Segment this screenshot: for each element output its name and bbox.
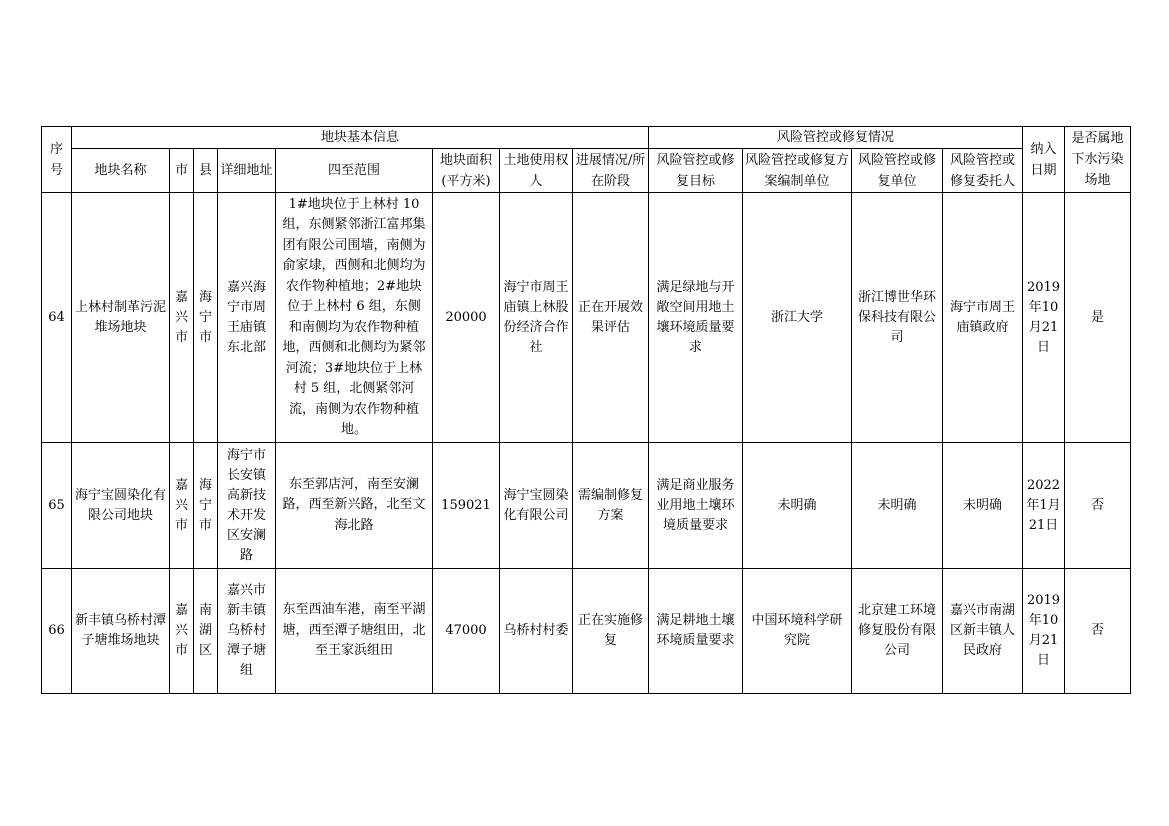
row-address: 嘉兴市新丰镇乌桥村潭子塘组 (218, 569, 276, 694)
row-client: 海宁市周王庙镇政府 (943, 193, 1023, 443)
row-owner: 海宁宝圆染化有限公司 (500, 443, 573, 569)
header-progress: 进展情况/所在阶段 (573, 149, 649, 193)
row-progress: 需编制修复方案 (573, 443, 649, 569)
header-owner: 土地使用权人 (500, 149, 573, 193)
row-plan-unit: 中国环境科学研究院 (743, 569, 852, 694)
row-site-name: 海宁宝圆染化有限公司地块 (72, 443, 170, 569)
row-target: 满足商业服务业用地土壤环境质量要求 (649, 443, 743, 569)
row-site-name: 上林村制革污泥堆场地块 (72, 193, 170, 443)
row-client: 嘉兴市南湖区新丰镇人民政府 (943, 569, 1023, 694)
row-city: 嘉兴市 (170, 569, 194, 694)
row-target: 满足耕地土壤环境质量要求 (649, 569, 743, 694)
table-row (42, 443, 1131, 569)
row-no: 64 (42, 193, 72, 443)
row-area: 159021 (433, 443, 500, 569)
table-row (42, 193, 1131, 443)
row-groundwater: 否 (1065, 443, 1131, 569)
row-address: 嘉兴海宁市周王庙镇东北部 (218, 193, 276, 443)
header-row-columns (42, 149, 1131, 193)
row-no: 65 (42, 443, 72, 569)
header-basic-info-group: 地块基本信息 (72, 127, 649, 149)
header-plan-unit: 风险管控或修复方案编制单位 (743, 149, 852, 193)
contaminated-site-table (41, 126, 1131, 694)
row-range: 东至郭店河，南至安澜路，西至新兴路，北至文海北路 (276, 443, 433, 569)
row-no: 66 (42, 569, 72, 694)
header-date: 纳入日期 (1023, 127, 1065, 193)
header-county: 县 (194, 149, 218, 193)
table-row (42, 569, 1131, 694)
row-repair-unit: 未明确 (852, 443, 943, 569)
row-range: 东至西油车港，南至平湖塘，西至潭子塘组田，北至王家浜组田 (276, 569, 433, 694)
header-repair-unit: 风险管控或修复单位 (852, 149, 943, 193)
row-county: 海宁市 (194, 443, 218, 569)
header-row-group (42, 127, 1131, 149)
row-groundwater: 否 (1065, 569, 1131, 694)
row-client: 未明确 (943, 443, 1023, 569)
header-address: 详细地址 (218, 149, 276, 193)
header-range: 四至范围 (276, 149, 433, 193)
header-city: 市 (170, 149, 194, 193)
row-area: 20000 (433, 193, 500, 443)
header-name: 地块名称 (72, 149, 170, 193)
header-risk-group: 风险管控或修复情况 (649, 127, 1023, 149)
header-client: 风险管控或修复委托人 (943, 149, 1023, 193)
row-county: 海宁市 (194, 193, 218, 443)
row-progress: 正在开展效果评估 (573, 193, 649, 443)
row-progress: 正在实施修复 (573, 569, 649, 694)
header-groundwater: 是否属地下水污染场地 (1065, 127, 1131, 193)
row-site-name: 新丰镇乌桥村潭子塘堆场地块 (72, 569, 170, 694)
header-target: 风险管控或修复目标 (649, 149, 743, 193)
row-range: 1#地块位于上林村 10 组，东侧紧邻浙江富邦集团有限公司围墙，南侧为俞家埭，西侧和北侧均为农作物种植地；2#地块位于上林村 6 组，东侧和南侧均为农作物种植地，西侧和北侧均为紧邻河流；3#地块位于上林村 5 组，北侧紧邻河流，南侧为农作物种植地。 (276, 193, 433, 443)
row-groundwater: 是 (1065, 193, 1131, 443)
row-date: 2022年1月21日 (1023, 443, 1065, 569)
row-area: 47000 (433, 569, 500, 694)
row-plan-unit: 浙江大学 (743, 193, 852, 443)
row-city: 嘉兴市 (170, 193, 194, 443)
row-owner: 乌桥村村委 (500, 569, 573, 694)
row-repair-unit: 北京建工环境修复股份有限公司 (852, 569, 943, 694)
row-owner: 海宁市周王庙镇上林股份经济合作社 (500, 193, 573, 443)
row-county: 南湖区 (194, 569, 218, 694)
row-city: 嘉兴市 (170, 443, 194, 569)
row-date: 2019年10月21日 (1023, 569, 1065, 694)
row-repair-unit: 浙江博世华环保科技有限公司 (852, 193, 943, 443)
row-date: 2019年10月21日 (1023, 193, 1065, 443)
header-no: 序号 (42, 127, 72, 193)
row-target: 满足绿地与开敞空间用地土壤环境质量要求 (649, 193, 743, 443)
header-area: 地块面积(平方米) (433, 149, 500, 193)
row-address: 海宁市长安镇高新技术开发区安澜路 (218, 443, 276, 569)
row-plan-unit: 未明确 (743, 443, 852, 569)
